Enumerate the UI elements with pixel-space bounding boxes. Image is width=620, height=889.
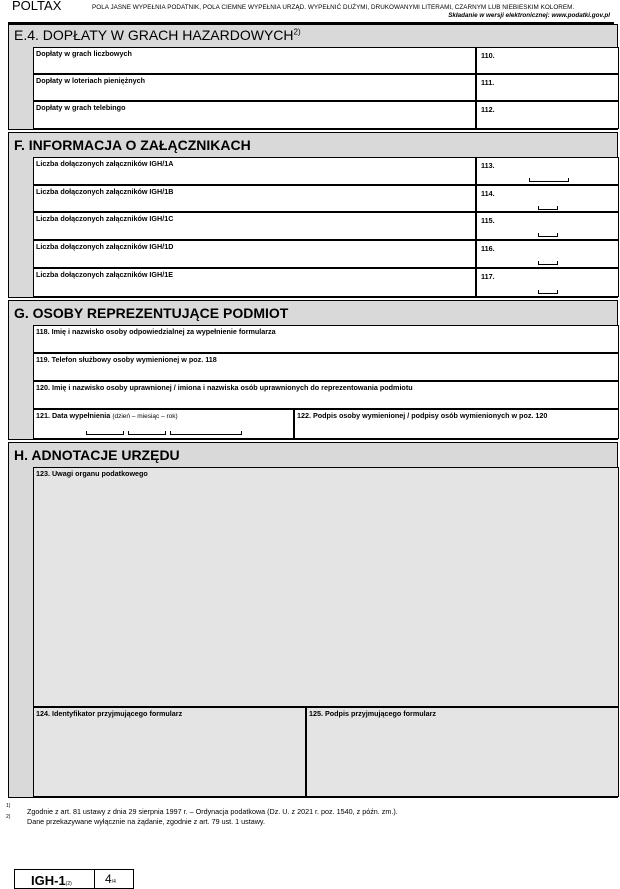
field-117-label: Liczba dołączonych załączników IGH/1E — [33, 268, 476, 297]
year-box — [170, 431, 242, 435]
brand-logo: POLTAX — [12, 0, 62, 13]
field-111-input[interactable]: 111. — [476, 74, 619, 101]
field-119-input[interactable]: 119. Telefon służbowy osoby wymienionej w poz. 118 — [33, 353, 619, 381]
field-113-label: Liczba dołączonych załączników IGH/1A — [33, 157, 476, 185]
field-111-label: Dopłaty w loteriach pieniężnych — [33, 74, 476, 101]
field-115-label: Liczba dołączonych załączników IGH/1C — [33, 212, 476, 240]
field-110-label: Dopłaty w grach liczbowych — [33, 47, 476, 74]
field-114-input[interactable]: 114. — [476, 185, 619, 212]
digit-box — [529, 178, 569, 182]
digit-box — [538, 206, 558, 210]
digit-box — [538, 261, 558, 265]
section-e4 — [8, 24, 618, 130]
field-112-input[interactable]: 112. — [476, 101, 619, 129]
section-h — [8, 442, 618, 798]
field-112-label: Dopłaty w grach telebingo — [33, 101, 476, 129]
section-e4-title: E.4. DOPŁATY W GRACH HAZARDOWYCH$^{2)}$ — [14, 27, 301, 43]
instructions-text: POLA JASNE WYPEŁNIA PODATNIK, POLA CIEMNE WYPEŁNIA URZĄD. WYPEŁNIĆ DUŻYMI, DRUKOWANYMI LITERAMI, CZARNYM LUB NIEBIESKIM KOLOREM. — [92, 4, 575, 11]
field-122-signature[interactable]: 122. Podpis osoby wymienionej / podpisy osób wymienionych w poz. 120 — [294, 409, 619, 439]
field-110-input[interactable]: 110. — [476, 47, 619, 74]
field-115-input[interactable]: 115. — [476, 212, 619, 240]
field-117-input[interactable]: 117. — [476, 268, 619, 297]
digit-box — [538, 233, 558, 237]
field-116-label: Liczba dołączonych załączników IGH/1D — [33, 240, 476, 268]
field-121-date-input[interactable]: 121. Data wypełnienia (dzień – miesiąc – rok) — [33, 409, 294, 439]
form-code-box — [14, 869, 134, 889]
field-123-remarks: 123. Uwagi organu podatkowego — [33, 467, 619, 707]
field-118-input[interactable]: 118. Imię i nazwisko osoby odpowiedzialnej za wypełnienie formularza — [33, 325, 619, 353]
page-number: 4/4 — [105, 872, 116, 886]
field-116-input[interactable]: 116. — [476, 240, 619, 268]
field-124-identifier: 124. Identyfikator przyjmującego formularz — [33, 707, 306, 797]
field-113-input[interactable]: 113. — [476, 157, 619, 185]
digit-box — [538, 290, 558, 294]
field-114-label: Liczba dołączonych załączników IGH/1B — [33, 185, 476, 212]
month-box — [128, 431, 166, 435]
footnote-1-mark: 1) — [6, 803, 11, 809]
footnote-2-mark: 2) — [6, 814, 11, 820]
section-g-title: G. OSOBY REPREZENTUJĄCE PODMIOT — [14, 305, 289, 321]
section-h-title: H. ADNOTACJE URZĘDU — [14, 447, 180, 463]
field-125-signature: 125. Podpis przyjmującego formularz — [306, 707, 619, 797]
day-box — [86, 431, 124, 435]
footnote-1-text: Zgodnie z art. 81 ustawy z dnia 29 sierpnia 1997 r. – Ordynacja podatkowa (Dz. U. z 2021 r. poz. 1540, z późn. zm.). — [27, 807, 398, 816]
electronic-filing-note: Składanie w wersji elektronicznej: www.podatki.gov.pl — [448, 12, 610, 19]
section-f — [8, 132, 618, 298]
field-120-input[interactable]: 120. Imię i nazwisko osoby uprawnionej / imiona i nazwiska osób uprawnionych do reprezentowania podmiotu — [33, 381, 619, 409]
section-f-title: F. INFORMACJA O ZAŁĄCZNIKACH — [14, 137, 251, 153]
section-g — [8, 300, 618, 440]
footnote-2-text: Dane przekazywane wyłącznie na żądanie, zgodnie z art. 79 ust. 1 ustawy. — [27, 817, 265, 826]
form-code: IGH-1(2) — [15, 870, 95, 888]
